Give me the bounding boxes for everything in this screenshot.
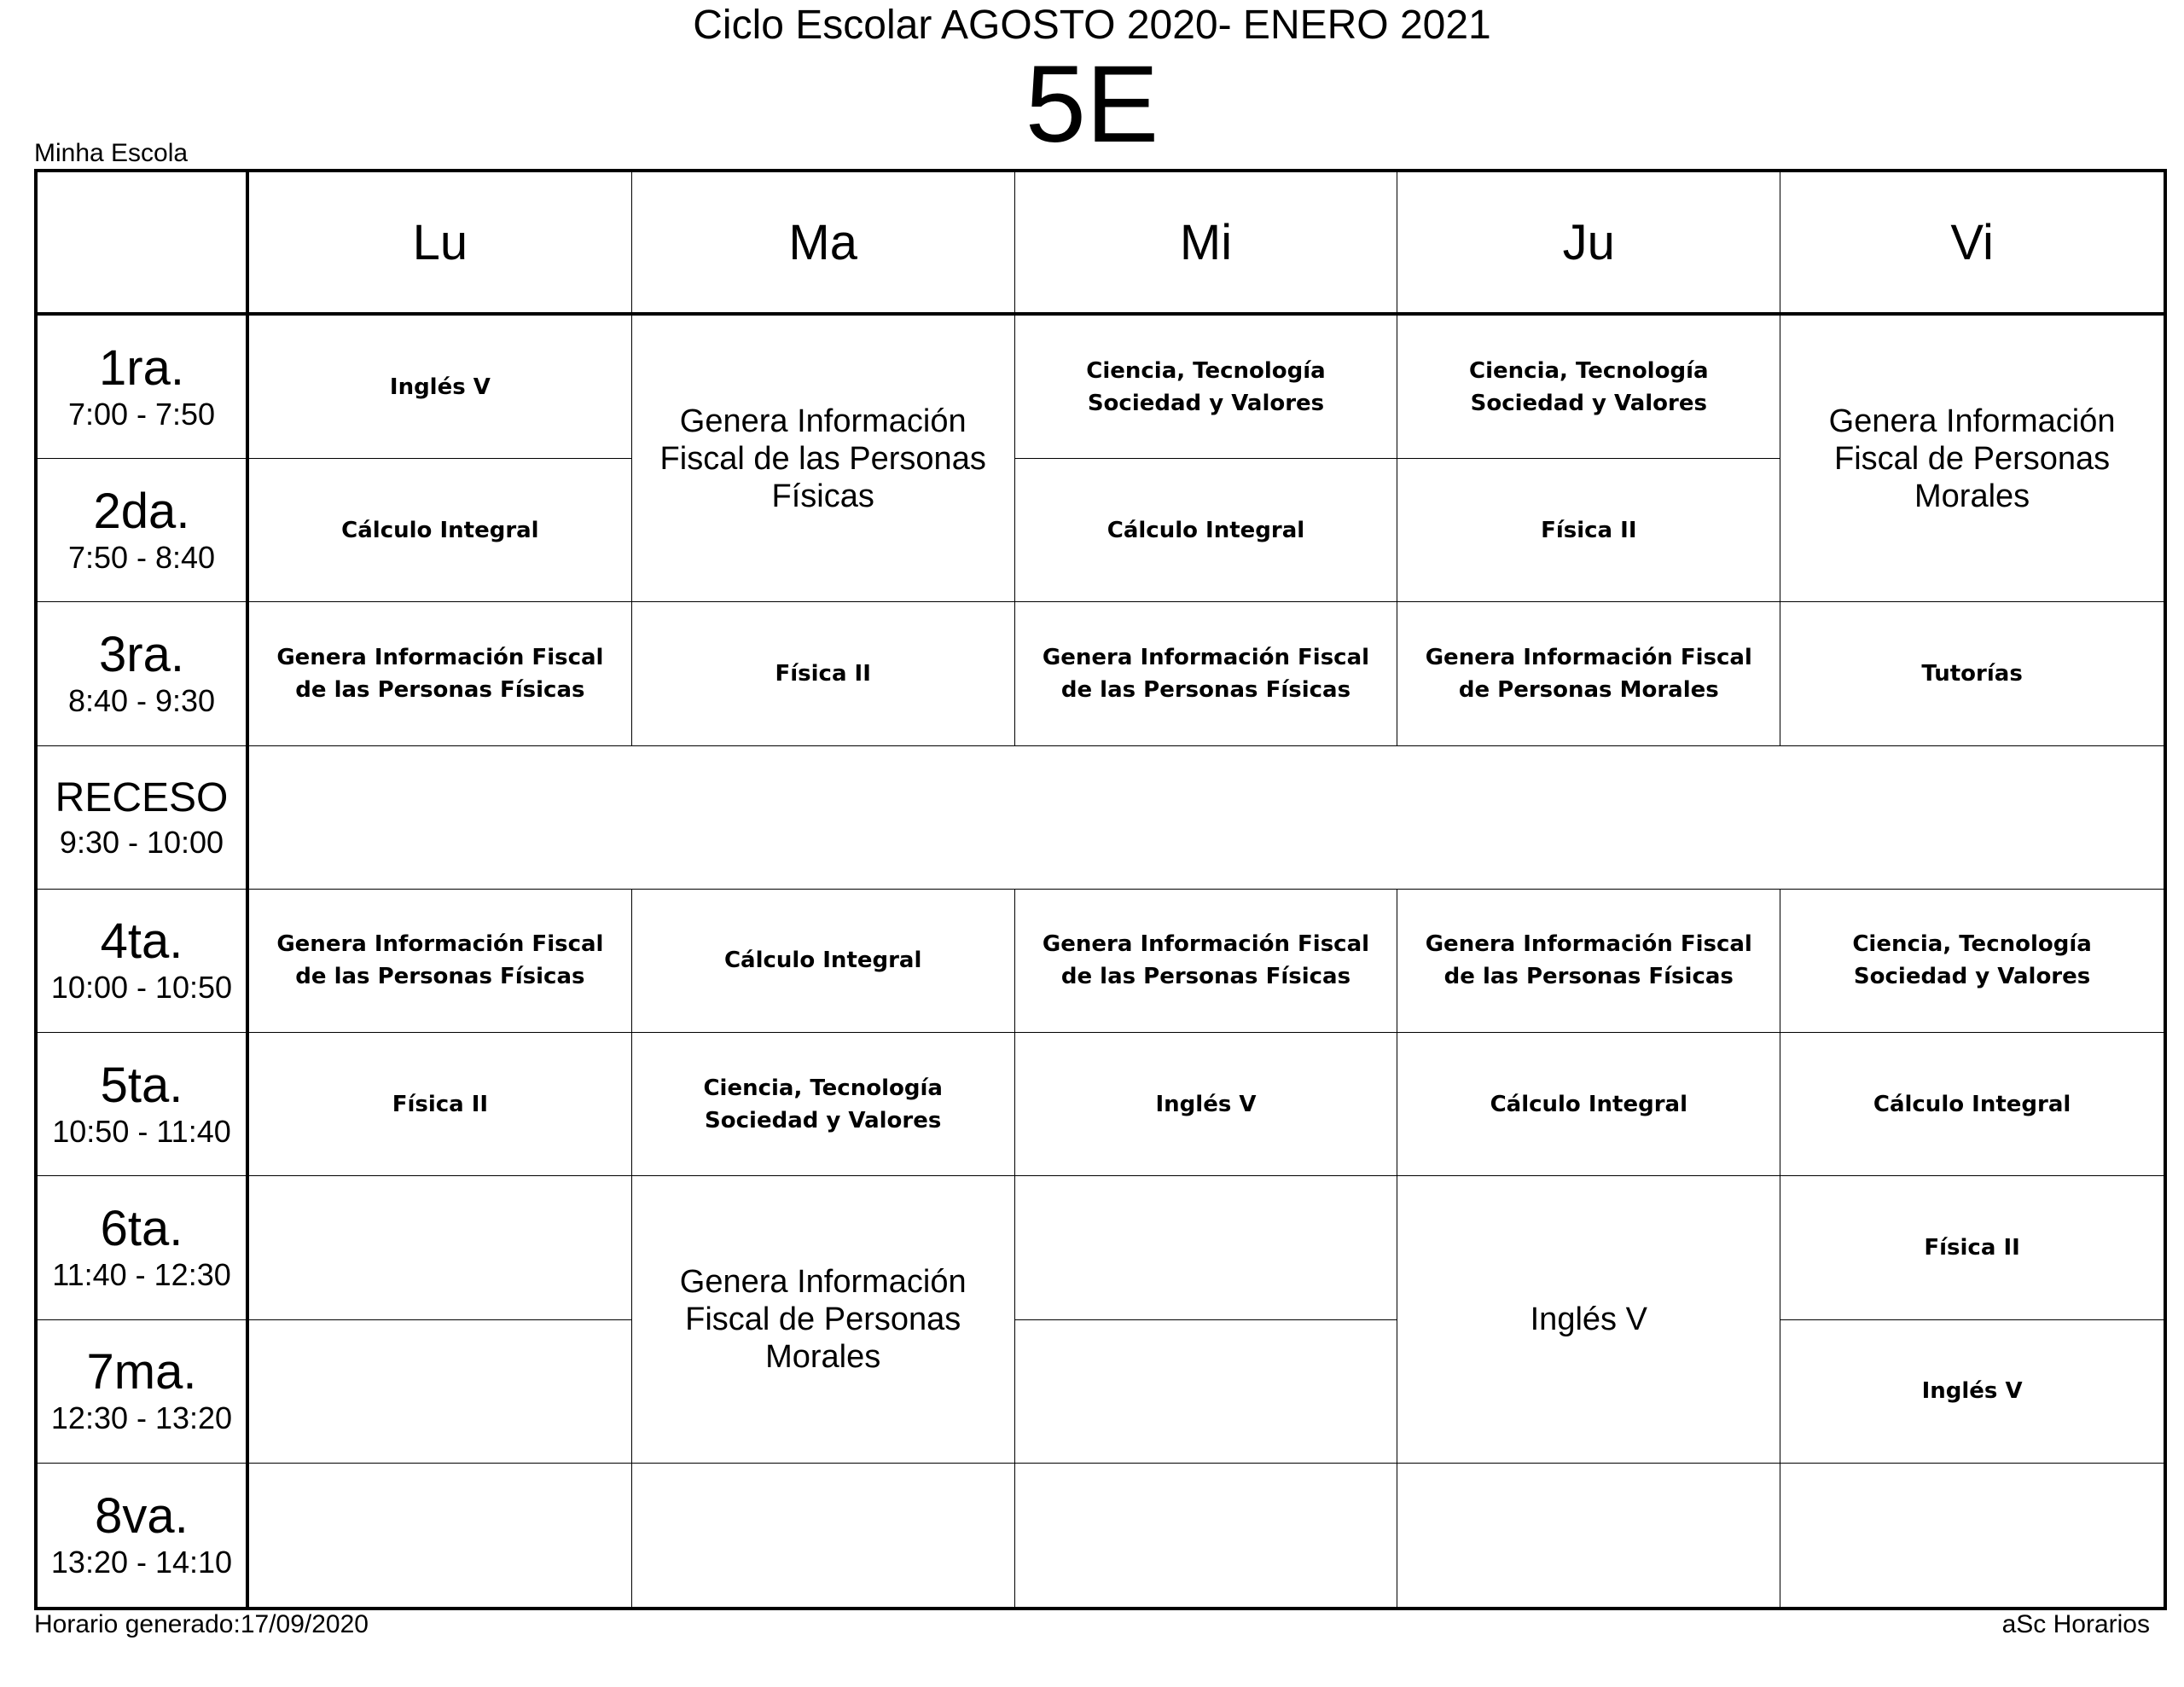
period-time: 7:50 - 8:40: [67, 539, 216, 575]
lesson-cell: Cálculo Integral: [632, 890, 1015, 1033]
lesson-cell: Genera Información Fiscal de las Personas Físicas: [1015, 890, 1398, 1033]
day-header-ju: Ju: [1397, 172, 1780, 316]
period-time: 10:50 - 11:40: [52, 1113, 231, 1149]
lesson-cell: Cálculo Integral: [1780, 1033, 2164, 1176]
period-name: 1ra.: [99, 339, 184, 396]
empty-cell: [249, 1176, 632, 1319]
period-name: 4ta.: [100, 913, 183, 970]
day-header-ma: Ma: [632, 172, 1015, 316]
lesson-cell: Inglés V: [1780, 1320, 2164, 1464]
lesson-cell: Inglés V: [1015, 1033, 1398, 1176]
generated-date: Horario generado:17/09/2020: [34, 1610, 369, 1638]
period-label-7: [38, 1320, 249, 1464]
recess-cell: [249, 746, 2164, 890]
lesson-cell: Ciencia, Tecnología Sociedad y Valores: [632, 1033, 1015, 1176]
lesson-cell-double: Genera Información Fiscal de Personas Morales: [632, 1176, 1015, 1463]
period-label-8: [38, 1464, 249, 1607]
lesson-cell: Cálculo Integral: [1397, 1033, 1780, 1176]
lesson-cell: Genera Información Fiscal de las Personas Físicas: [249, 602, 632, 745]
period-label-2: [38, 459, 249, 602]
empty-cell: [249, 1464, 632, 1607]
period-label-4: [38, 890, 249, 1033]
lesson-cell: Física II: [632, 602, 1015, 745]
lesson-cell: Tutorías: [1780, 602, 2164, 745]
period-name: RECESO: [55, 775, 229, 821]
lesson-cell: Inglés V: [249, 316, 632, 459]
lesson-cell: Genera Información Fiscal de las Personas Físicas: [1015, 602, 1398, 745]
lesson-cell: Física II: [249, 1033, 632, 1176]
period-name: 3ra.: [99, 627, 184, 683]
period-time: 11:40 - 12:30: [52, 1256, 231, 1292]
lesson-cell: Genera Información Fiscal de las Personas Físicas: [249, 890, 632, 1033]
lesson-cell: Genera Información Fiscal de las Personas Físicas: [1397, 890, 1780, 1033]
period-time: 9:30 - 10:00: [59, 825, 224, 861]
lesson-cell-double: Genera Información Fiscal de Personas Morales: [1780, 316, 2164, 602]
empty-cell: [1780, 1464, 2164, 1607]
class-name: 5E: [1025, 43, 1159, 165]
lesson-cell-double: Genera Información Fiscal de las Personas Físicas: [632, 316, 1015, 602]
empty-cell: [1015, 1320, 1398, 1464]
lesson-cell: Ciencia, Tecnología Sociedad y Valores: [1015, 316, 1398, 459]
lesson-cell: Física II: [1780, 1176, 2164, 1319]
period-time: 10:00 - 10:50: [50, 970, 233, 1006]
empty-cell: [1015, 1176, 1398, 1319]
school-name: Minha Escola: [34, 139, 189, 167]
period-time: 12:30 - 13:20: [50, 1400, 233, 1436]
period-name: 2da.: [93, 483, 190, 539]
lesson-cell: Cálculo Integral: [1015, 459, 1398, 602]
period-name: 5ta.: [100, 1057, 183, 1113]
empty-cell: [249, 1320, 632, 1464]
empty-cell: [1397, 1464, 1780, 1607]
software-name: aSc Horarios: [2001, 1610, 2150, 1638]
lesson-cell-double: Inglés V: [1397, 1176, 1780, 1463]
timetable-grid: [34, 169, 2167, 1610]
empty-cell: [1015, 1464, 1398, 1607]
day-header-vi: Vi: [1780, 172, 2164, 316]
period-time: 7:00 - 7:50: [67, 396, 216, 432]
period-label-6: [38, 1176, 249, 1319]
period-time: 13:20 - 14:10: [50, 1544, 233, 1580]
period-label-recess: [38, 746, 249, 890]
lesson-cell: Genera Información Fiscal de Personas Morales: [1397, 602, 1780, 745]
period-label-1: [38, 316, 249, 459]
period-time: 8:40 - 9:30: [67, 683, 216, 719]
lesson-cell: Física II: [1397, 459, 1780, 602]
day-header-lu: Lu: [249, 172, 632, 316]
period-label-3: [38, 602, 249, 745]
corner-cell: [38, 172, 249, 316]
lesson-cell: Ciencia, Tecnología Sociedad y Valores: [1780, 890, 2164, 1033]
period-name: 8va.: [95, 1487, 189, 1544]
period-name: 6ta.: [100, 1200, 183, 1256]
day-header-mi: Mi: [1015, 172, 1398, 316]
lesson-cell: Ciencia, Tecnología Sociedad y Valores: [1397, 316, 1780, 459]
lesson-cell: Cálculo Integral: [249, 459, 632, 602]
period-name: 7ma.: [86, 1344, 197, 1400]
empty-cell: [632, 1464, 1015, 1607]
period-label-5: [38, 1033, 249, 1176]
schedule-title: Ciclo Escolar AGOSTO 2020- ENERO 2021: [693, 3, 1491, 48]
